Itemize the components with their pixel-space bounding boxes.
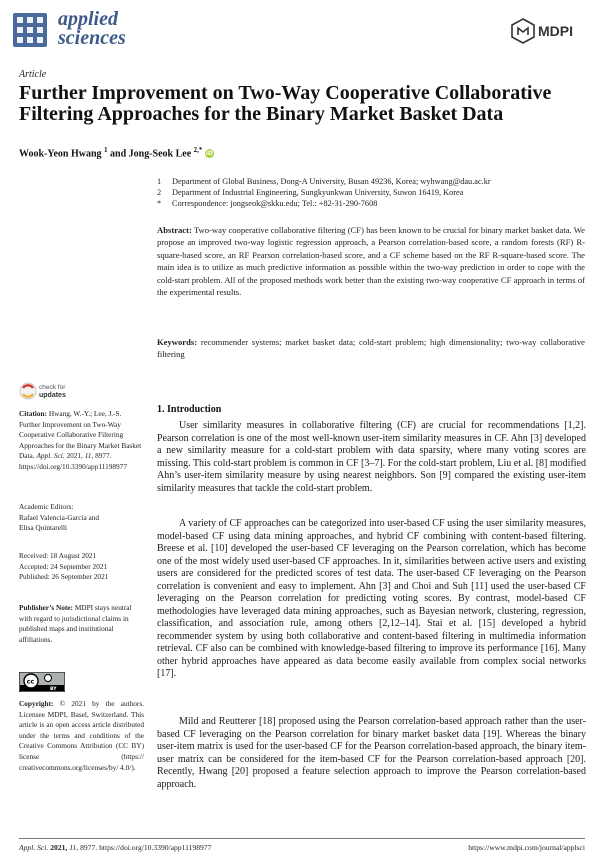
affiliation-mark: 1: [157, 177, 162, 186]
copyright-label: Copyright:: [19, 699, 54, 708]
cc-by-license-icon[interactable]: [19, 672, 65, 692]
citation-doi[interactable]: 8977. https://doi.org/10.3390/app11198977: [19, 451, 127, 471]
body-paragraph: User similarity measures in collaborative filtering (CF) are crucial for recommendations [1,2]. Pearson correlation is one of the most well-known user-item similarity measures in CF. Ahn [3] developed a new similarity measure for a cold-start problem with data sparsity, where many voting scores are missing. This cold-start problem is common in CF [3–7]. For the cold-start problem, Liu et al. [8] modified Ahn’s user-item similarity measure by using nearest neighbors. Son [9] compared the existing user-item similarity measures that tackle the cold-start problem.: [157, 420, 586, 494]
journal-name-line1: applied: [58, 8, 118, 30]
section-heading: 1. Introduction: [157, 404, 222, 415]
editor-name: Rafael Valencia-García and: [19, 512, 100, 522]
check-updates-line2: updates: [39, 392, 66, 399]
author-line: [19, 146, 214, 159]
author-affiliation-mark: 2,*: [193, 146, 203, 154]
author-name: Jong-Seok Lee: [128, 148, 192, 160]
abstract-label: Abstract:: [157, 225, 192, 235]
publisher-note-label: Publisher’s Note:: [19, 603, 73, 612]
copyright-text: © 2021 by the authors. Licensee MDPI, Basel, Switzerland. This article is an open access article distributed under the terms and conditions of the Creative Commons Attribution (CC BY) license (https:// creativecommons.org/licenses/by/ 4.0/).: [19, 699, 145, 772]
paper-title: Further Improvement on Two-Way Cooperative Collaborative Filtering Approaches for the Binary Market Basket Data: [19, 82, 552, 125]
journal-name-line2: sciences: [58, 27, 126, 49]
publication-dates: [19, 551, 144, 583]
citation-year: 2021,: [66, 451, 83, 461]
body-paragraph: A variety of CF approaches can be categorized into user-based CF using the user similarity measures, model-based CF using data mining approaches, and hybrid CF combining with content-based filtering. Breese et al. [10] developed the user-based CF leveraging on the Pearson correlation, which has become one of the most widely used user-based CF approaches. In it, similarities between active users and existing users are considered for the predicted scores of test data. The user-based CF leveraging on the Pearson correlation is convenient and easy to implement. Ahn [3] and Choi and Suh [11] used the user-based CF leveraging on the Pearson correlation for predicting voting scores. By contrast, model-based CF methodologies have leveraged data mining approaches, such as Bayesian network, clustering, regression, classification, and association rule, among others [2,12–14]. Stai et al. [15] developed a hybrid recommender system by using both collaborative and content-based filtering in multimedia information retrieval. CF also can be combined with knowledge-based filtering to improve its performance [16]. Many other hybrid approaches have appeared as data become easily available from complex social networks [17].: [157, 518, 586, 679]
affiliation-text: Department of Industrial Engineering, Sungkyunkwan University, Suwon 16419, Korea: [172, 188, 464, 197]
mdpi-logo-icon: [510, 18, 586, 44]
received-date: Received: 18 August 2021: [19, 551, 97, 560]
footer-doi[interactable]: 8977. https://doi.org/10.3390/app11198977: [80, 843, 212, 852]
cc-label: cc: [26, 677, 35, 686]
orcid-icon[interactable]: iD: [205, 150, 213, 158]
editors-label: Academic Editors:: [19, 502, 74, 511]
publisher-name: MDPI: [538, 23, 573, 39]
citation-block: [19, 409, 144, 473]
citation-label: Citation:: [19, 409, 47, 418]
affiliation-text: Department of Global Business, Dong-A University, Busan 49236, Korea; wyhwang@dau.ac.kr: [172, 177, 491, 186]
citation-text: Hwang, W.-Y.; Lee, J.-S. Further Improvement on Two-Way Cooperative Collaborative Filtering Approaches for the Binary Market Basket Data.: [19, 409, 142, 461]
affiliation-2: [157, 187, 463, 198]
affiliation-1: [157, 176, 491, 187]
keywords-label: Keywords:: [157, 337, 198, 347]
citation-journal: Appl. Sci.: [36, 451, 65, 461]
published-date: Published: 26 September 2021: [19, 572, 109, 582]
editor-name: Elisa Quintarelli: [19, 523, 68, 533]
publisher-note: [19, 603, 144, 645]
author-affiliation-mark: 1: [104, 146, 108, 154]
copyright: [19, 699, 144, 773]
keywords-text: recommender systems; market basket data; cold-start problem; high dimensionality; two-way collaborative filtering: [157, 337, 585, 360]
publisher-note-text: MDPI stays neutral with regard to jurisdictional claims in published maps and institutional affiliations.: [19, 603, 132, 644]
footer-divider: [19, 838, 585, 839]
journal-logo-icon: [13, 13, 47, 47]
footer-year: 2021,: [50, 843, 68, 852]
correspondence: [157, 198, 377, 209]
footer-citation: [19, 843, 211, 852]
footer-journal-url[interactable]: https://www.mdpi.com/journal/applsci: [468, 843, 585, 852]
footer-volume: 11,: [69, 843, 79, 852]
academic-editors: [19, 502, 144, 534]
citation-volume: 11,: [84, 451, 94, 461]
check-for-updates-icon[interactable]: [19, 381, 75, 401]
correspondence-text: Correspondence: jongseok@skku.edu; Tel.: +82-31-290-7608: [172, 199, 378, 208]
affiliation-mark: *: [157, 199, 162, 208]
article-type: Article: [19, 69, 47, 80]
accepted-date: Accepted: 24 September 2021: [19, 561, 108, 571]
affiliation-mark: 2: [157, 188, 162, 197]
abstract: [157, 224, 585, 298]
abstract-text: Two-way cooperative collaborative filtering (CF) has been known to be crucial for binary market basket data. We propose an improved two-way logistic regression approach, a Pearson correlation-based score, a random forests (RF) R-square-based score, an RF Pearson correlation-based score, and a CF scheme based on the RF R-square-based score. The main idea is to utilize as much predictive information as possible within the two-way prediction in order to cope with the cold-start problem. All of the proposed methods work better than the existing two-way cooperative CF approach in terms of the experimental results.: [157, 225, 585, 298]
keywords: [157, 336, 585, 361]
body-paragraph: Mild and Reutterer [18] proposed using the Pearson correlation-based approach rather than the user-based CF leveraging on the Pearson correlation for binary market basket data [19]. Whereas the binary user-item matrix is used for the user-based CF for the Pearson correlation-based approach, the binary item-user matrix can be considered for the item-based CF for the Pearson correlation-based approach [20]. Recently, Hwang [20] proposed a feature selection approach to improve the Pearson correlation-based approach.: [157, 716, 586, 790]
check-updates-line1: check for: [39, 384, 66, 391]
journal-name: [58, 10, 126, 48]
author-conjunction: and: [107, 148, 129, 160]
footer-journal: Appl. Sci.: [19, 843, 49, 852]
by-label: BY: [50, 687, 57, 692]
author-name: Wook-Yeon Hwang: [19, 148, 102, 160]
